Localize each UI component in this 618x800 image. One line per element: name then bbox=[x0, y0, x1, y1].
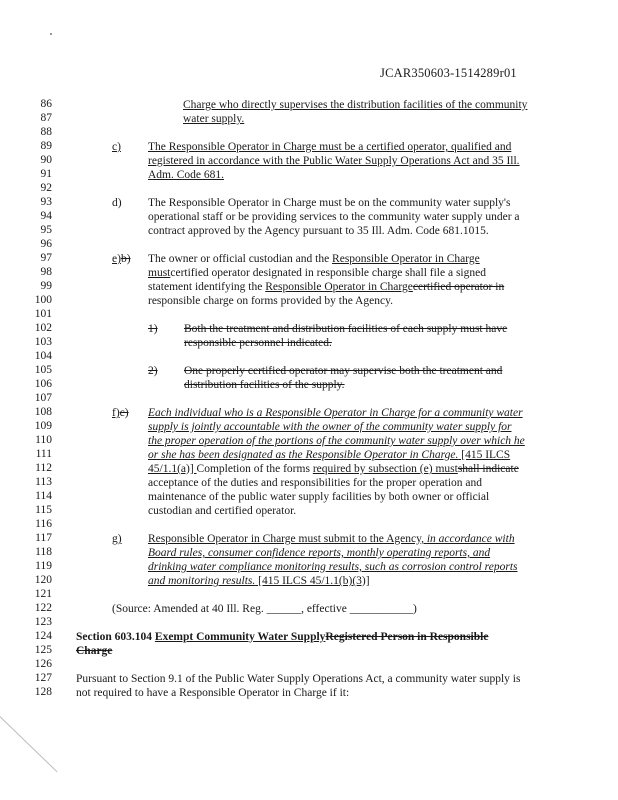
line-number: 106 bbox=[34, 378, 52, 390]
line-number: 88 bbox=[40, 126, 52, 138]
line-86-text: Charge who directly supervises the distribution facilities of the community bbox=[183, 99, 528, 111]
line-number: 127 bbox=[34, 672, 52, 684]
line-number: 95 bbox=[40, 224, 52, 236]
line-128-text: not required to have a Responsible Operator in Charge if it: bbox=[76, 687, 350, 699]
line-119-text: drinking water compliance monitoring results, such as corrosion control reports bbox=[148, 561, 518, 573]
line-number: 97 bbox=[40, 252, 52, 264]
line-number: 86 bbox=[40, 98, 52, 110]
source-note: (Source: Amended at 40 Ill. Reg. ______, effective ___________) bbox=[112, 603, 417, 615]
line-number: 93 bbox=[40, 196, 52, 208]
line-99-text: statement identifying the Responsible Operator in Chargecertified operator in bbox=[148, 281, 505, 293]
item-2-label: 2) bbox=[148, 365, 158, 377]
line-number: 103 bbox=[34, 336, 52, 348]
line-number: 87 bbox=[40, 112, 52, 124]
line-number: 119 bbox=[35, 560, 52, 572]
line-number: 126 bbox=[34, 658, 52, 670]
line-89-text: The Responsible Operator in Charge must be a certified operator, qualified and bbox=[148, 141, 512, 153]
line-93-text: The Responsible Operator in Charge must be on the community water supply's bbox=[148, 197, 511, 209]
line-number: 108 bbox=[34, 406, 52, 418]
line-105-text: One properly certified operator may supervise both the treatment and bbox=[184, 365, 503, 377]
line-number: 116 bbox=[35, 518, 52, 530]
document-id: JCAR350603-1514289r01 bbox=[380, 66, 517, 80]
line-number: 112 bbox=[35, 462, 52, 474]
line-103-text: responsible personnel indicated. bbox=[184, 337, 332, 349]
line-number: 123 bbox=[34, 616, 52, 628]
line-number: 104 bbox=[34, 350, 52, 362]
subsection-c-label: c) bbox=[112, 141, 121, 153]
line-110-text: the proper operation of the portions of the community water supply over which he bbox=[148, 435, 525, 447]
line-number: 91 bbox=[40, 168, 52, 180]
line-108-text: Each individual who is a Responsible Operator in Charge for a community water bbox=[148, 407, 523, 419]
line-number: 125 bbox=[34, 644, 52, 656]
section-heading-cont: Charge bbox=[76, 645, 113, 657]
line-number: 114 bbox=[35, 490, 52, 502]
line-number: 96 bbox=[40, 238, 52, 250]
line-118-text: Board rules, consumer confidence reports, monthly operating reports, and bbox=[148, 547, 491, 559]
line-87-text: water supply. bbox=[183, 113, 245, 125]
subsection-e-label: e)b) bbox=[112, 253, 131, 265]
line-112-text: 45/1.1(a)] Completion of the forms required by subsection (e) mustshall indicate bbox=[148, 463, 519, 475]
line-number: 121 bbox=[34, 588, 52, 600]
line-number: 100 bbox=[34, 294, 52, 306]
item-1-label: 1) bbox=[148, 323, 158, 335]
line-100-text: responsible charge on forms provided by the Agency. bbox=[148, 295, 393, 307]
line-number: 122 bbox=[34, 602, 52, 614]
section-heading: Section 603.104 Exempt Community Water SupplyRegistered Person in Responsible bbox=[76, 631, 489, 643]
line-113-text: acceptance of the duties and responsibilities for the proper operation and bbox=[148, 477, 483, 489]
line-number: 110 bbox=[35, 434, 52, 446]
line-number: 118 bbox=[35, 546, 52, 558]
line-number: 102 bbox=[34, 322, 52, 334]
line-102-text: Both the treatment and distribution facilities of each supply must have bbox=[184, 323, 508, 335]
line-95-text: contract approved by the Agency pursuant to 35 Ill. Adm. Code 681.1015. bbox=[148, 225, 489, 237]
line-98-text: mustcertified operator designated in responsible charge shall file a signed bbox=[148, 267, 486, 279]
line-number: 113 bbox=[35, 476, 52, 488]
line-120-text: and monitoring results. [415 ILCS 45/1.1(b)(3)] bbox=[148, 575, 370, 587]
line-number: 124 bbox=[34, 630, 52, 642]
line-number: 117 bbox=[35, 532, 52, 544]
scan-artifact-line bbox=[0, 716, 58, 772]
line-number: 115 bbox=[35, 504, 52, 516]
line-109-text: supply is jointly accountable with the owner of the community water supply for bbox=[148, 421, 512, 433]
line-91-text: Adm. Code 681. bbox=[148, 169, 225, 181]
line-number: 120 bbox=[34, 574, 52, 586]
line-number: 90 bbox=[40, 154, 52, 166]
line-127-text: Pursuant to Section 9.1 of the Public Water Supply Operations Act, a community water supply is bbox=[76, 673, 521, 685]
line-97-text: The owner or official custodian and the Responsible Operator in Charge bbox=[148, 253, 480, 265]
subsection-g-label: g) bbox=[112, 533, 122, 545]
line-number: 92 bbox=[40, 182, 52, 194]
line-number: 107 bbox=[34, 392, 52, 404]
line-number: 128 bbox=[34, 686, 52, 698]
line-number: 109 bbox=[34, 420, 52, 432]
line-90-text: registered in accordance with the Public Water Supply Operations Act and 35 Ill. bbox=[148, 155, 520, 167]
line-number: 98 bbox=[40, 266, 52, 278]
line-115-text: custodian and certified operator. bbox=[148, 505, 297, 517]
line-106-text: distribution facilities of the supply. bbox=[184, 379, 345, 391]
line-114-text: maintenance of the public water supply facilities by both owner or official bbox=[148, 491, 490, 503]
scan-speck bbox=[50, 33, 52, 35]
line-111-text: or she has been designated as the Responsible Operator in Charge. [415 ILCS bbox=[148, 449, 511, 461]
line-number: 105 bbox=[34, 364, 52, 376]
line-number: 111 bbox=[35, 448, 52, 460]
line-94-text: operational staff or be providing services to the community water supply under a bbox=[148, 211, 520, 223]
subsection-f-label: f)c) bbox=[112, 407, 129, 419]
line-number: 101 bbox=[34, 308, 52, 320]
line-number: 94 bbox=[40, 210, 52, 222]
line-number: 89 bbox=[40, 140, 52, 152]
subsection-d-label: d) bbox=[112, 197, 122, 209]
line-117-text: Responsible Operator in Charge must submit to the Agency, in accordance with bbox=[148, 533, 515, 545]
line-number: 99 bbox=[40, 280, 52, 292]
